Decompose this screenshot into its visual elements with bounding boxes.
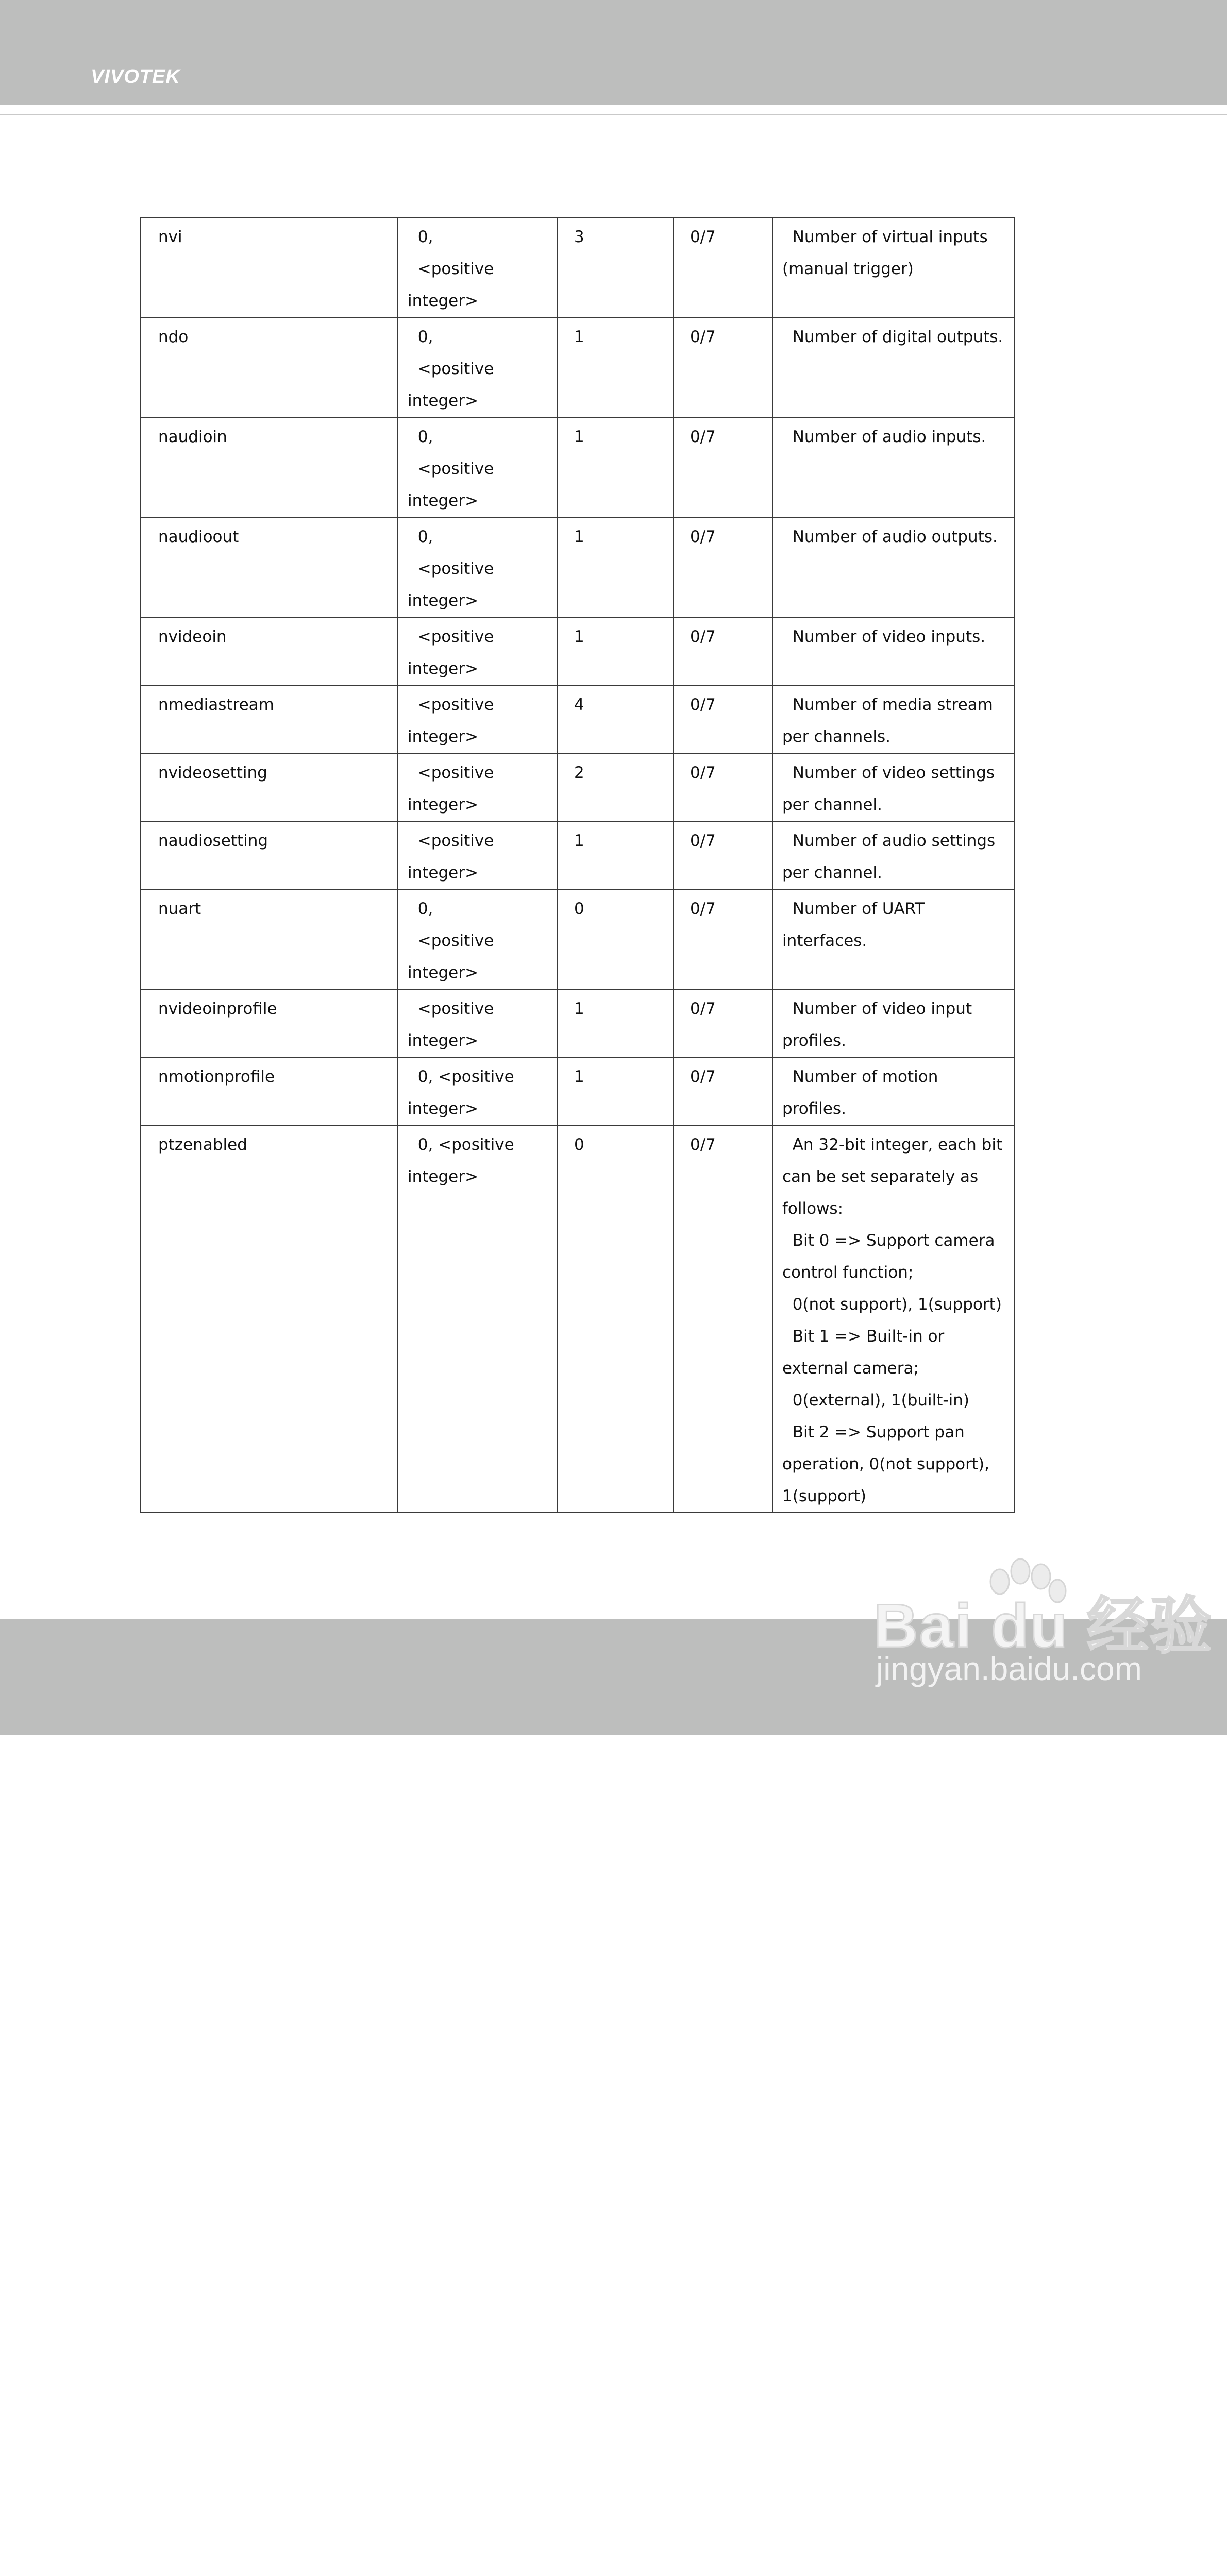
param-description: Number of digital outputs.: [772, 317, 1014, 417]
param-value: <positive integer>: [398, 685, 557, 753]
watermark-url: jingyan.baidu.com: [876, 1650, 1142, 1687]
table-row: [140, 753, 1014, 821]
table-row: [140, 417, 1014, 517]
param-description: Number of motion profiles.: [772, 1057, 1014, 1125]
param-default: 1: [557, 617, 673, 685]
param-security: 0/7: [673, 417, 772, 517]
param-value: <positive integer>: [398, 821, 557, 889]
table-row: [140, 989, 1014, 1057]
table-row: [140, 1125, 1014, 1513]
param-security: 0/7: [673, 617, 772, 685]
param-description: Number of video settings per channel.: [772, 753, 1014, 821]
param-default: 1: [557, 517, 673, 617]
param-name: ndo: [140, 317, 398, 417]
param-value: 0, <positive integer>: [398, 217, 557, 317]
param-value: 0, <positive integer>: [398, 317, 557, 417]
param-security: 0/7: [673, 217, 772, 317]
parameter-table: [140, 217, 1015, 1513]
param-security: 0/7: [673, 989, 772, 1057]
param-name: nmotionprofile: [140, 1057, 398, 1125]
param-security: 0/7: [673, 1057, 772, 1125]
param-default: 3: [557, 217, 673, 317]
table-row: [140, 1057, 1014, 1125]
header-divider: [0, 114, 1227, 115]
param-default: 1: [557, 821, 673, 889]
param-value: 0, <positive integer>: [398, 417, 557, 517]
param-security: 0/7: [673, 821, 772, 889]
param-description: Number of virtual inputs (manual trigger): [772, 217, 1014, 317]
param-description: Number of video inputs.: [772, 617, 1014, 685]
param-name: nvi: [140, 217, 398, 317]
param-default: 0: [557, 1125, 673, 1513]
param-default: 1: [557, 989, 673, 1057]
page-header: [0, 0, 1227, 105]
param-description: An 32-bit integer, each bit can be set separately as follows: Bit 0 => Support camera control function; 0(not support), 1(support) Bit 1 => Built-in or external camera; 0(external), 1(built-in) Bit 2 => Support pan operation, 0(not support), 1(support): [772, 1125, 1014, 1513]
param-description: Number of media stream per channels.: [772, 685, 1014, 753]
param-value: 0, <positive integer>: [398, 1057, 557, 1125]
param-security: 0/7: [673, 753, 772, 821]
param-name: nuart: [140, 889, 398, 989]
table-row: [140, 317, 1014, 417]
param-value: <positive integer>: [398, 753, 557, 821]
param-security: 0/7: [673, 517, 772, 617]
param-description: Number of UART interfaces.: [772, 889, 1014, 989]
param-value: <positive integer>: [398, 989, 557, 1057]
table-row: [140, 821, 1014, 889]
param-description: Number of audio inputs.: [772, 417, 1014, 517]
param-name: nmediastream: [140, 685, 398, 753]
table-row: [140, 617, 1014, 685]
param-name: nvideoin: [140, 617, 398, 685]
param-name: naudioout: [140, 517, 398, 617]
param-default: 1: [557, 417, 673, 517]
table-row: [140, 889, 1014, 989]
param-value: 0, <positive integer>: [398, 517, 557, 617]
brand-logo: VIVOTEK: [91, 66, 180, 88]
param-name: ptzenabled: [140, 1125, 398, 1513]
param-name: nvideoinprofile: [140, 989, 398, 1057]
param-value: 0, <positive integer>: [398, 1125, 557, 1513]
param-name: nvideosetting: [140, 753, 398, 821]
table-row: [140, 685, 1014, 753]
param-value: 0, <positive integer>: [398, 889, 557, 989]
param-default: 1: [557, 317, 673, 417]
param-value: <positive integer>: [398, 617, 557, 685]
param-name: naudioin: [140, 417, 398, 517]
param-description: Number of video input profiles.: [772, 989, 1014, 1057]
param-security: 0/7: [673, 889, 772, 989]
table-row: [140, 517, 1014, 617]
param-default: 0: [557, 889, 673, 989]
param-default: 2: [557, 753, 673, 821]
table-row: [140, 217, 1014, 317]
param-description: Number of audio outputs.: [772, 517, 1014, 617]
param-description: Number of audio settings per channel.: [772, 821, 1014, 889]
param-security: 0/7: [673, 317, 772, 417]
param-security: 0/7: [673, 1125, 772, 1513]
watermark-brand: Bai du 经验: [873, 1591, 1213, 1660]
param-security: 0/7: [673, 685, 772, 753]
param-name: naudiosetting: [140, 821, 398, 889]
param-default: 4: [557, 685, 673, 753]
param-default: 1: [557, 1057, 673, 1125]
